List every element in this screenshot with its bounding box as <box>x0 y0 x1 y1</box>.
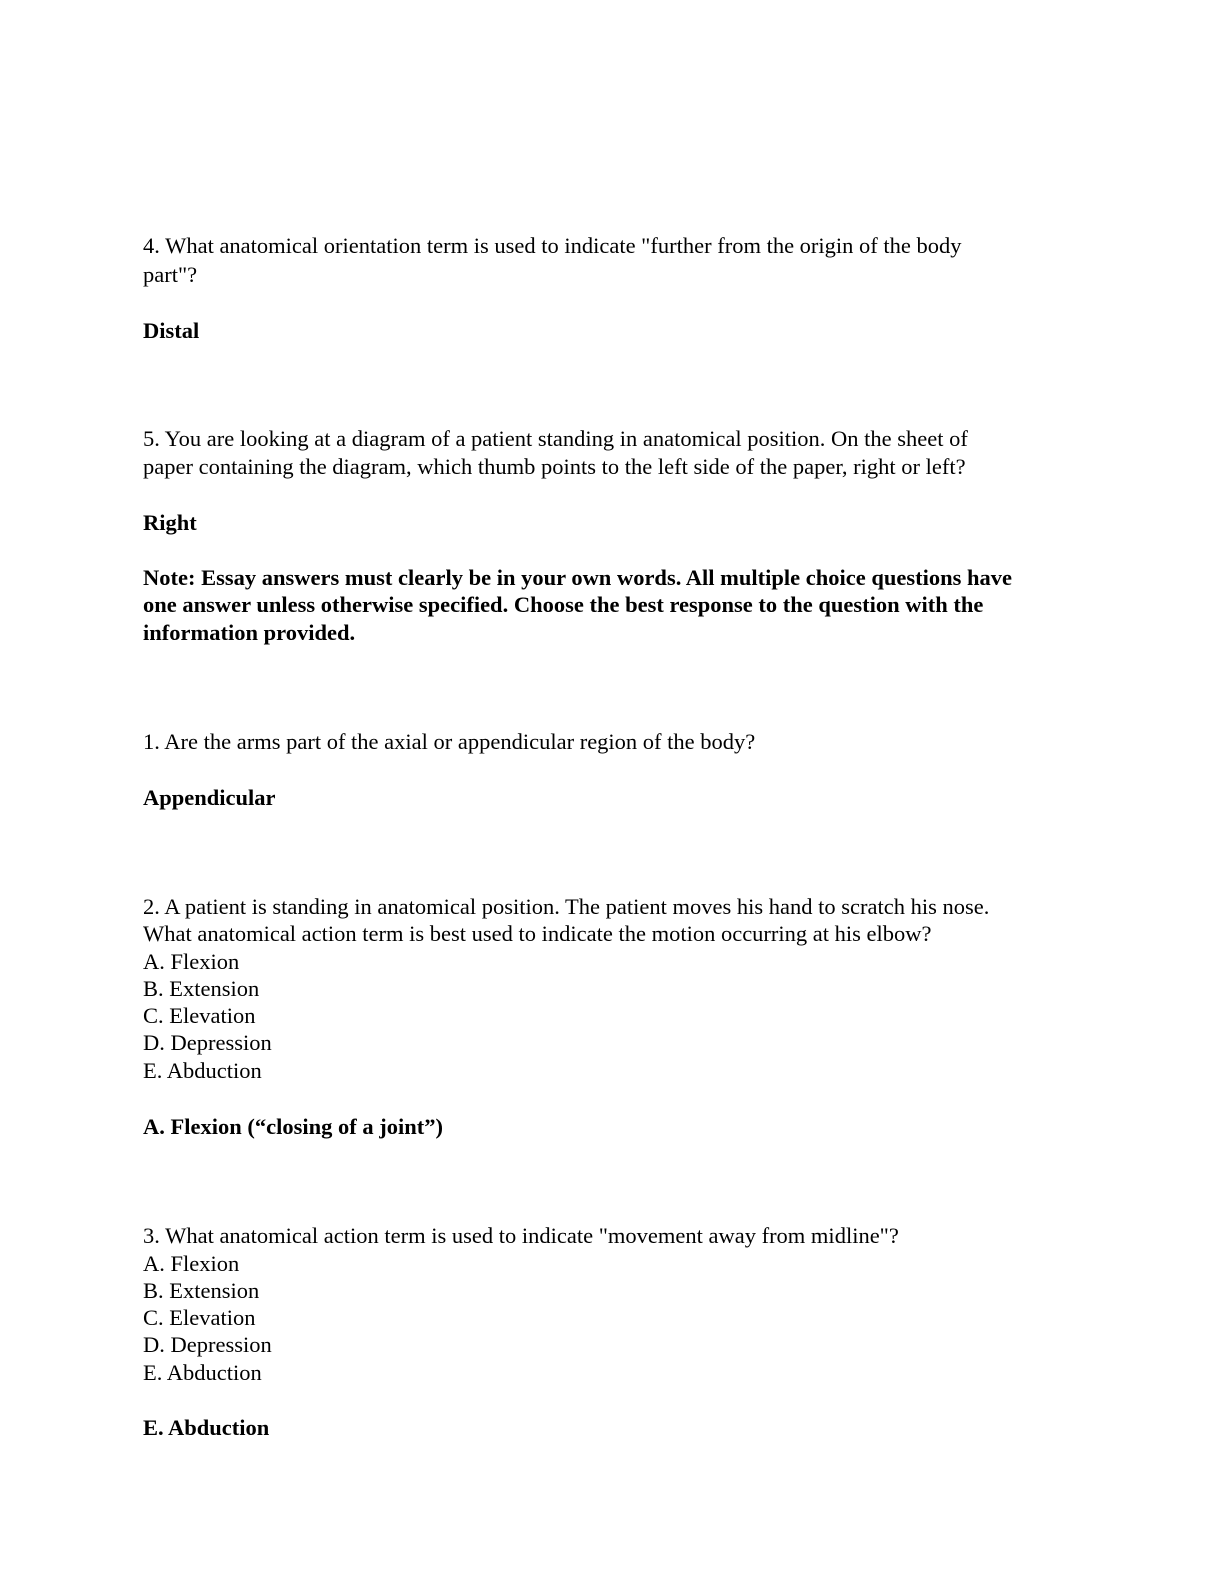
q2-question-line1: 2. A patient is standing in anatomical position. The patient moves his hand to scratch his nose. <box>143 894 990 919</box>
q3-question: 3. What anatomical action term is used to indicate "movement away from midline"? <box>143 1223 899 1248</box>
q1-question: 1. Are the arms part of the axial or appendicular region of the body? <box>143 729 756 754</box>
q3-option-c: C. Elevation <box>143 1305 256 1330</box>
q4-question-line1: 4. What anatomical orientation term is used to indicate "further from the origin of the body <box>143 233 962 258</box>
note-line1: Note: Essay answers must clearly be in your own words. All multiple choice questions have <box>143 565 1012 590</box>
q3-option-a: A. Flexion <box>143 1251 240 1276</box>
q1-answer: Appendicular <box>143 785 276 810</box>
q2-option-a: A. Flexion <box>143 949 240 974</box>
q4-question-line2: part"? <box>143 262 198 287</box>
q5-answer: Right <box>143 510 197 535</box>
note-line2: one answer unless otherwise specified. Choose the best response to the question with the <box>143 592 984 617</box>
q4-answer: Distal <box>143 318 200 343</box>
q3-answer: E. Abduction <box>143 1415 270 1440</box>
q3-option-b: B. Extension <box>143 1278 260 1303</box>
q2-option-d: D. Depression <box>143 1030 272 1055</box>
note-line3: information provided. <box>143 620 356 645</box>
q5-question-line2: paper containing the diagram, which thumb points to the left side of the paper, right or left? <box>143 454 966 479</box>
q2-option-e: E. Abduction <box>143 1058 262 1083</box>
q2-question-line2: What anatomical action term is best used to indicate the motion occurring at his elbow? <box>143 921 932 946</box>
q2-option-c: C. Elevation <box>143 1003 256 1028</box>
q5-question-line1: 5. You are looking at a diagram of a patient standing in anatomical position. On the sheet of <box>143 426 968 451</box>
q2-answer: A. Flexion (“closing of a joint”) <box>143 1114 443 1139</box>
q2-option-b: B. Extension <box>143 976 260 1001</box>
q3-option-d: D. Depression <box>143 1332 272 1357</box>
q3-option-e: E. Abduction <box>143 1360 262 1385</box>
